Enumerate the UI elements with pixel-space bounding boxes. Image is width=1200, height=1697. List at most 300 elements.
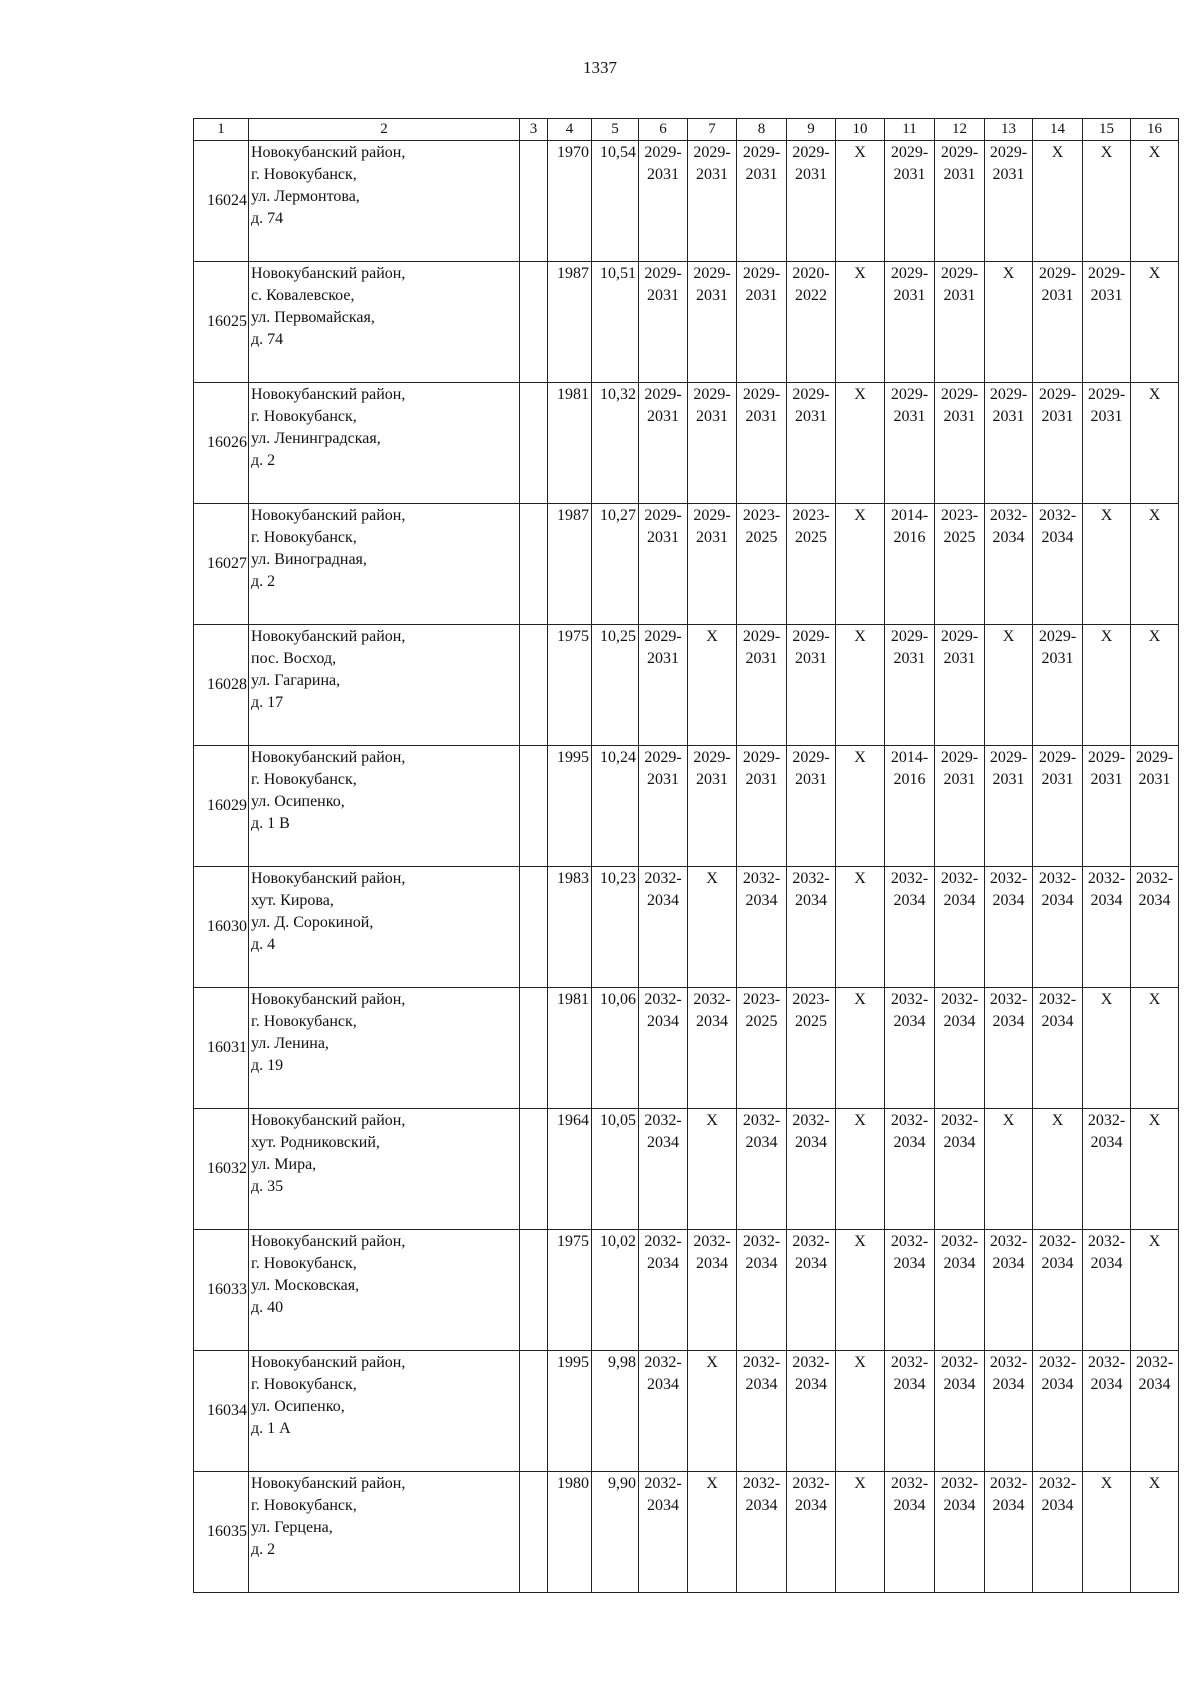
period-cell-12 bbox=[935, 867, 985, 988]
value-cell: 10,23 bbox=[592, 867, 639, 988]
period-cell-16: X bbox=[1131, 262, 1179, 383]
year-cell: 1995 bbox=[548, 1351, 592, 1472]
period-cell-11 bbox=[885, 625, 935, 746]
period-end: 2031 bbox=[696, 529, 728, 546]
period-start: 2032- bbox=[644, 1112, 682, 1129]
period-cell-15 bbox=[1083, 746, 1131, 867]
period-cell-16: X bbox=[1131, 383, 1179, 504]
period-start: 2029- bbox=[989, 386, 1028, 403]
period-end: 2034 bbox=[1041, 1376, 1074, 1393]
period-cell-11 bbox=[885, 1472, 935, 1593]
period-end: 2031 bbox=[795, 650, 827, 667]
period-cell-7 bbox=[688, 988, 737, 1109]
period-end: 2034 bbox=[893, 892, 926, 909]
period-cell-9 bbox=[787, 1109, 836, 1230]
year-cell: 1981 bbox=[548, 988, 592, 1109]
address-line: ул. Лермонтова, bbox=[251, 188, 360, 205]
period-end: 2025 bbox=[795, 1013, 827, 1030]
row-id: 16031 bbox=[194, 988, 249, 1109]
period-cell-7 bbox=[688, 141, 737, 262]
period-cell-12 bbox=[935, 383, 985, 504]
period-start: 2029- bbox=[1087, 265, 1126, 282]
period-cell-13: X bbox=[985, 1109, 1033, 1230]
col-3-cell bbox=[520, 988, 548, 1109]
period-end: 2034 bbox=[647, 1497, 679, 1514]
period-start: 2032- bbox=[940, 991, 979, 1008]
period-end: 2034 bbox=[1090, 1134, 1123, 1151]
period-start: 2032- bbox=[792, 1112, 830, 1129]
address-line: д. 2 bbox=[251, 1541, 276, 1558]
period-cell-9 bbox=[787, 1230, 836, 1351]
period-cell-6 bbox=[639, 988, 688, 1109]
period-start: 2029- bbox=[940, 749, 979, 766]
period-cell-12 bbox=[935, 1351, 985, 1472]
address-cell bbox=[249, 988, 520, 1109]
period-start: 2032- bbox=[989, 991, 1028, 1008]
period-cell-13: X bbox=[985, 262, 1033, 383]
period-cell-13 bbox=[985, 1472, 1033, 1593]
period-cell-10: X bbox=[836, 867, 885, 988]
period-cell-12 bbox=[935, 1230, 985, 1351]
period-end: 2031 bbox=[893, 287, 926, 304]
address-line: Новокубанский район, bbox=[251, 1354, 406, 1371]
period-cell-10: X bbox=[836, 504, 885, 625]
period-start: 2029- bbox=[890, 628, 929, 645]
period-cell-13 bbox=[985, 504, 1033, 625]
period-end: 2034 bbox=[745, 1497, 778, 1514]
period-cell-8 bbox=[737, 383, 787, 504]
period-start: 2032- bbox=[644, 870, 682, 887]
address-line: Новокубанский район, bbox=[251, 507, 406, 524]
period-cell-9 bbox=[787, 504, 836, 625]
address-line: д. 2 bbox=[251, 573, 276, 590]
table-row bbox=[194, 1351, 1179, 1472]
value-cell: 10,27 bbox=[592, 504, 639, 625]
period-cell-10: X bbox=[836, 262, 885, 383]
period-cell-10: X bbox=[836, 988, 885, 1109]
period-end: 2034 bbox=[992, 1255, 1025, 1272]
period-end: 2031 bbox=[943, 650, 976, 667]
period-cell-11 bbox=[885, 262, 935, 383]
period-start: 2032- bbox=[1087, 1112, 1126, 1129]
row-id: 16034 bbox=[194, 1351, 249, 1472]
address-line: хут. Кирова, bbox=[251, 892, 334, 909]
period-cell-9 bbox=[787, 746, 836, 867]
period-start: 2029- bbox=[644, 749, 682, 766]
period-end: 2031 bbox=[696, 166, 728, 183]
address-line: ул. Осипенко, bbox=[251, 793, 345, 810]
period-start: 2029- bbox=[1038, 749, 1077, 766]
table-row bbox=[194, 625, 1179, 746]
period-cell-12 bbox=[935, 746, 985, 867]
period-start: 2029- bbox=[890, 144, 929, 161]
address-line: ул. Мира, bbox=[251, 1156, 317, 1173]
period-cell-14: X bbox=[1033, 1109, 1083, 1230]
address-line: ул. Осипенко, bbox=[251, 1398, 345, 1415]
period-end: 2031 bbox=[745, 408, 778, 425]
period-cell-13 bbox=[985, 1351, 1033, 1472]
row-id: 16028 bbox=[194, 625, 249, 746]
period-end: 2031 bbox=[1138, 771, 1171, 788]
period-cell-10: X bbox=[836, 141, 885, 262]
col-3-cell bbox=[520, 1472, 548, 1593]
period-end: 2034 bbox=[745, 892, 778, 909]
period-end: 2031 bbox=[647, 650, 679, 667]
period-start: 2032- bbox=[1038, 870, 1077, 887]
period-end: 2016 bbox=[893, 529, 926, 546]
column-header-10: 10 bbox=[836, 119, 885, 141]
period-start: 2032- bbox=[989, 1233, 1028, 1250]
period-end: 2031 bbox=[696, 408, 728, 425]
period-cell-11 bbox=[885, 141, 935, 262]
period-cell-14 bbox=[1033, 1472, 1083, 1593]
period-start: 2032- bbox=[1038, 1233, 1077, 1250]
period-end: 2031 bbox=[795, 166, 827, 183]
value-cell: 10,51 bbox=[592, 262, 639, 383]
period-end: 2034 bbox=[893, 1376, 926, 1393]
period-end: 2031 bbox=[943, 408, 976, 425]
period-start: 2029- bbox=[890, 265, 929, 282]
period-cell-14 bbox=[1033, 1351, 1083, 1472]
year-cell: 1995 bbox=[548, 746, 592, 867]
column-header-5: 5 bbox=[592, 119, 639, 141]
row-id: 16024 bbox=[194, 141, 249, 262]
period-cell-8 bbox=[737, 1472, 787, 1593]
period-start: 2032- bbox=[792, 1354, 830, 1371]
address-line: г. Новокубанск, bbox=[251, 1013, 357, 1030]
period-start: 2032- bbox=[890, 870, 929, 887]
period-cell-9 bbox=[787, 1472, 836, 1593]
period-end: 2031 bbox=[1090, 771, 1123, 788]
period-start: 2032- bbox=[1038, 1354, 1077, 1371]
period-cell-15 bbox=[1083, 867, 1131, 988]
address-line: Новокубанский район, bbox=[251, 991, 406, 1008]
year-cell: 1980 bbox=[548, 1472, 592, 1593]
period-end: 2031 bbox=[943, 166, 976, 183]
period-end: 2034 bbox=[943, 892, 976, 909]
period-start: 2029- bbox=[792, 144, 830, 161]
period-cell-16: X bbox=[1131, 141, 1179, 262]
period-start: 2029- bbox=[742, 628, 781, 645]
period-start: 2029- bbox=[1038, 386, 1077, 403]
period-end: 2022 bbox=[795, 287, 827, 304]
period-cell-16: X bbox=[1131, 1109, 1179, 1230]
period-cell-16 bbox=[1131, 746, 1179, 867]
period-cell-7 bbox=[688, 383, 737, 504]
period-cell-8 bbox=[737, 746, 787, 867]
period-start: 2032- bbox=[644, 1354, 682, 1371]
period-cell-9 bbox=[787, 383, 836, 504]
period-cell-16: X bbox=[1131, 625, 1179, 746]
period-cell-13 bbox=[985, 746, 1033, 867]
period-end: 2034 bbox=[1041, 1497, 1074, 1514]
period-end: 2034 bbox=[647, 1013, 679, 1030]
period-end: 2034 bbox=[745, 1255, 778, 1272]
period-end: 2031 bbox=[795, 408, 827, 425]
period-cell-6 bbox=[639, 1230, 688, 1351]
address-line: д. 74 bbox=[251, 331, 284, 348]
value-cell: 10,25 bbox=[592, 625, 639, 746]
period-end: 2034 bbox=[696, 1013, 728, 1030]
period-start: 2032- bbox=[1038, 1475, 1077, 1492]
period-end: 2031 bbox=[1041, 287, 1074, 304]
address-line: г. Новокубанск, bbox=[251, 1376, 357, 1393]
period-cell-9 bbox=[787, 625, 836, 746]
period-cell-13 bbox=[985, 383, 1033, 504]
period-end: 2031 bbox=[647, 166, 679, 183]
col-3-cell bbox=[520, 1230, 548, 1351]
address-line: пос. Восход, bbox=[251, 650, 337, 667]
address-line: д. 74 bbox=[251, 210, 284, 227]
period-cell-11 bbox=[885, 1351, 935, 1472]
period-end: 2031 bbox=[696, 771, 728, 788]
period-cell-7: X bbox=[688, 625, 737, 746]
col-3-cell bbox=[520, 383, 548, 504]
period-start: 2029- bbox=[1038, 628, 1077, 645]
period-end: 2034 bbox=[893, 1134, 926, 1151]
column-header-3: 3 bbox=[520, 119, 548, 141]
period-end: 2034 bbox=[943, 1134, 976, 1151]
address-line: с. Ковалевское, bbox=[251, 287, 355, 304]
period-start: 2032- bbox=[742, 1475, 781, 1492]
period-start: 2032- bbox=[644, 991, 682, 1008]
period-cell-13 bbox=[985, 141, 1033, 262]
period-cell-11 bbox=[885, 988, 935, 1109]
period-start: 2032- bbox=[1135, 870, 1174, 887]
period-start: 2029- bbox=[989, 749, 1028, 766]
period-start: 2032- bbox=[989, 870, 1028, 887]
address-line: ул. Герцена, bbox=[251, 1519, 333, 1536]
period-cell-13 bbox=[985, 867, 1033, 988]
period-cell-15 bbox=[1083, 383, 1131, 504]
period-end: 2034 bbox=[647, 1255, 679, 1272]
period-end: 2034 bbox=[992, 1376, 1025, 1393]
address-line: Новокубанский район, bbox=[251, 1475, 406, 1492]
value-cell: 10,05 bbox=[592, 1109, 639, 1230]
period-end: 2034 bbox=[1041, 1013, 1074, 1030]
table-row bbox=[194, 504, 1179, 625]
period-end: 2031 bbox=[1041, 408, 1074, 425]
period-start: 2014- bbox=[890, 749, 929, 766]
period-cell-11 bbox=[885, 1230, 935, 1351]
address-cell bbox=[249, 625, 520, 746]
address-line: г. Новокубанск, bbox=[251, 1497, 357, 1514]
period-cell-6 bbox=[639, 746, 688, 867]
period-end: 2034 bbox=[992, 529, 1025, 546]
table-row bbox=[194, 746, 1179, 867]
column-header-2: 2 bbox=[249, 119, 520, 141]
period-start: 2023- bbox=[792, 507, 830, 524]
period-start: 2029- bbox=[644, 386, 682, 403]
period-start: 2032- bbox=[644, 1475, 682, 1492]
period-cell-6 bbox=[639, 504, 688, 625]
period-cell-8 bbox=[737, 1351, 787, 1472]
column-header-1: 1 bbox=[194, 119, 249, 141]
period-cell-6 bbox=[639, 141, 688, 262]
year-cell: 1970 bbox=[548, 141, 592, 262]
value-cell: 10,32 bbox=[592, 383, 639, 504]
table-row bbox=[194, 1109, 1179, 1230]
period-end: 2025 bbox=[795, 529, 827, 546]
year-cell: 1987 bbox=[548, 262, 592, 383]
period-end: 2031 bbox=[647, 408, 679, 425]
address-cell bbox=[249, 1109, 520, 1230]
period-start: 2020- bbox=[792, 265, 830, 282]
row-id: 16030 bbox=[194, 867, 249, 988]
address-line: ул. Д. Сорокиной, bbox=[251, 914, 374, 931]
period-start: 2032- bbox=[989, 1475, 1028, 1492]
period-end: 2034 bbox=[1041, 1255, 1074, 1272]
period-start: 2032- bbox=[1087, 1233, 1126, 1250]
period-cell-14 bbox=[1033, 504, 1083, 625]
address-line: г. Новокубанск, bbox=[251, 1255, 357, 1272]
address-line: д. 40 bbox=[251, 1299, 284, 1316]
period-start: 2029- bbox=[742, 386, 781, 403]
address-line: ул. Виноградная, bbox=[251, 551, 367, 568]
period-start: 2032- bbox=[742, 1354, 781, 1371]
address-cell bbox=[249, 867, 520, 988]
period-start: 2029- bbox=[693, 144, 731, 161]
period-cell-9 bbox=[787, 867, 836, 988]
period-start: 2032- bbox=[742, 1233, 781, 1250]
period-start: 2032- bbox=[1038, 507, 1077, 524]
period-cell-7: X bbox=[688, 1472, 737, 1593]
period-start: 2029- bbox=[940, 628, 979, 645]
period-cell-13 bbox=[985, 988, 1033, 1109]
column-header-14: 14 bbox=[1033, 119, 1083, 141]
address-line: ул. Гагарина, bbox=[251, 672, 341, 689]
value-cell: 9,98 bbox=[592, 1351, 639, 1472]
table-row bbox=[194, 141, 1179, 262]
period-end: 2034 bbox=[696, 1255, 728, 1272]
period-start: 2029- bbox=[792, 749, 830, 766]
column-header-15: 15 bbox=[1083, 119, 1131, 141]
period-end: 2034 bbox=[1138, 1376, 1171, 1393]
period-start: 2029- bbox=[940, 144, 979, 161]
period-cell-16 bbox=[1131, 1351, 1179, 1472]
period-cell-8 bbox=[737, 1109, 787, 1230]
period-cell-12 bbox=[935, 1109, 985, 1230]
period-cell-12 bbox=[935, 262, 985, 383]
period-end: 2034 bbox=[1090, 892, 1123, 909]
address-line: д. 2 bbox=[251, 452, 276, 469]
period-start: 2032- bbox=[890, 1475, 929, 1492]
period-cell-8 bbox=[737, 262, 787, 383]
period-end: 2034 bbox=[795, 892, 827, 909]
period-cell-8 bbox=[737, 141, 787, 262]
period-start: 2032- bbox=[693, 1233, 731, 1250]
col-3-cell bbox=[520, 1109, 548, 1230]
period-start: 2032- bbox=[890, 991, 929, 1008]
period-cell-12 bbox=[935, 141, 985, 262]
period-cell-8 bbox=[737, 504, 787, 625]
period-start: 2032- bbox=[644, 1233, 682, 1250]
period-cell-15 bbox=[1083, 1230, 1131, 1351]
period-end: 2034 bbox=[893, 1013, 926, 1030]
period-start: 2029- bbox=[742, 144, 781, 161]
row-id: 16027 bbox=[194, 504, 249, 625]
period-cell-15 bbox=[1083, 1351, 1131, 1472]
period-cell-11 bbox=[885, 1109, 935, 1230]
period-cell-13 bbox=[985, 1230, 1033, 1351]
period-end: 2031 bbox=[1041, 771, 1074, 788]
period-start: 2032- bbox=[989, 507, 1028, 524]
period-end: 2034 bbox=[893, 1497, 926, 1514]
period-cell-10: X bbox=[836, 746, 885, 867]
period-start: 2029- bbox=[989, 144, 1028, 161]
col-3-cell bbox=[520, 867, 548, 988]
table-row bbox=[194, 1472, 1179, 1593]
period-cell-6 bbox=[639, 625, 688, 746]
period-end: 2034 bbox=[647, 1376, 679, 1393]
period-cell-6 bbox=[639, 867, 688, 988]
period-cell-11 bbox=[885, 504, 935, 625]
address-line: д. 1 А bbox=[251, 1420, 291, 1437]
period-end: 2031 bbox=[893, 166, 926, 183]
period-cell-15: X bbox=[1083, 988, 1131, 1109]
period-cell-8 bbox=[737, 988, 787, 1109]
value-cell: 9,90 bbox=[592, 1472, 639, 1593]
period-start: 2029- bbox=[890, 386, 929, 403]
period-end: 2034 bbox=[745, 1376, 778, 1393]
column-header-12: 12 bbox=[935, 119, 985, 141]
period-end: 2031 bbox=[647, 529, 679, 546]
row-id: 16035 bbox=[194, 1472, 249, 1593]
period-cell-16 bbox=[1131, 867, 1179, 988]
period-start: 2032- bbox=[693, 991, 731, 1008]
period-start: 2029- bbox=[693, 265, 731, 282]
year-cell: 1975 bbox=[548, 1230, 592, 1351]
period-start: 2032- bbox=[1135, 1354, 1174, 1371]
period-end: 2034 bbox=[795, 1376, 827, 1393]
address-line: г. Новокубанск, bbox=[251, 166, 357, 183]
period-cell-16: X bbox=[1131, 504, 1179, 625]
address-line: г. Новокубанск, bbox=[251, 408, 357, 425]
period-end: 2031 bbox=[745, 771, 778, 788]
period-end: 2034 bbox=[893, 1255, 926, 1272]
period-end: 2034 bbox=[992, 1497, 1025, 1514]
address-cell bbox=[249, 746, 520, 867]
period-end: 2031 bbox=[795, 771, 827, 788]
table-row bbox=[194, 867, 1179, 988]
period-end: 2031 bbox=[647, 771, 679, 788]
period-cell-13: X bbox=[985, 625, 1033, 746]
period-start: 2029- bbox=[644, 507, 682, 524]
address-line: хут. Родниковский, bbox=[251, 1134, 380, 1151]
period-end: 2034 bbox=[1090, 1255, 1123, 1272]
column-header-8: 8 bbox=[737, 119, 787, 141]
period-end: 2034 bbox=[943, 1255, 976, 1272]
address-line: ул. Ленинградская, bbox=[251, 430, 381, 447]
value-cell: 10,06 bbox=[592, 988, 639, 1109]
period-end: 2031 bbox=[1090, 287, 1123, 304]
period-cell-7 bbox=[688, 262, 737, 383]
address-line: д. 4 bbox=[251, 936, 276, 953]
period-start: 2032- bbox=[940, 870, 979, 887]
address-line: д. 19 bbox=[251, 1057, 284, 1074]
period-end: 2031 bbox=[1041, 650, 1074, 667]
period-cell-15: X bbox=[1083, 625, 1131, 746]
period-cell-11 bbox=[885, 383, 935, 504]
period-end: 2034 bbox=[795, 1497, 827, 1514]
period-end: 2031 bbox=[1090, 408, 1123, 425]
address-line: ул. Первомайская, bbox=[251, 309, 375, 326]
period-cell-10: X bbox=[836, 1351, 885, 1472]
period-end: 2034 bbox=[1041, 529, 1074, 546]
period-cell-15: X bbox=[1083, 504, 1131, 625]
period-end: 2034 bbox=[647, 892, 679, 909]
period-end: 2034 bbox=[795, 1134, 827, 1151]
